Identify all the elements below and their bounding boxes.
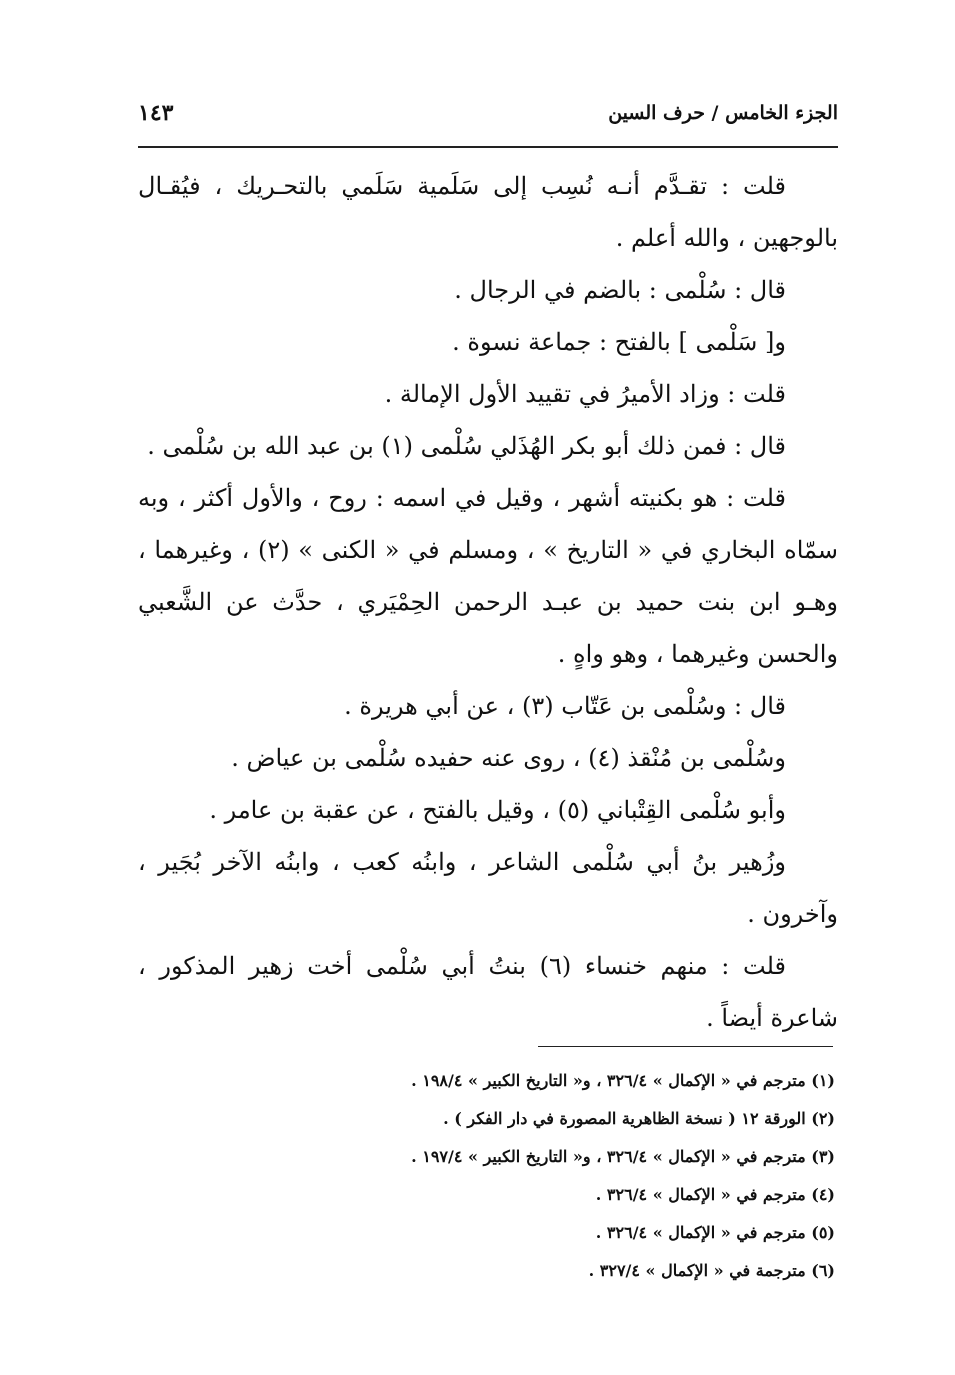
paragraph: قلت : تقـدَّم أنـه نُسِب إلى سَلَمية سَلَمي بالتحـريك ، فيُقـال بالوجهين ، والله أعلم . xyxy=(138,172,838,252)
header-rule xyxy=(138,146,838,148)
paragraph: وزُهير بنُ أبي سُلْمى الشاعر ، وابنُه كعب ، وابنُه الآخر بُجَير ، وآخرون . xyxy=(138,848,838,928)
footnote: (٦) مترجمة في « الإكمال » ٣٢٧/٤ . xyxy=(588,1261,835,1280)
paragraph: و[ سَلْمى ] بالفتح : جماعة نسوة . xyxy=(452,328,786,356)
page-number: ١٤٣ xyxy=(138,100,174,126)
paragraph: قلت : هو بكنيته أشهر ، وقيل في اسمه : روح ، والأول أكثر ، وبه سمّاه البخاري في « التاريخ » ، ومسلم في « الكنى » (٢) ، وغيرهما ، وهـو ابن بنت حميد بن عبـد الرحمن الحِمْيَري ، حدَّث عن الشَّعبي والحسن وغيرهما ، وهو واهٍ . xyxy=(138,484,838,668)
paragraph: قال : فمن ذلك أبو بكر الهُذَلي سُلْمى (١) بن عبد الله بن سُلْمى . xyxy=(147,432,786,460)
footnote-separator xyxy=(538,1046,833,1047)
paragraph: قال : وسُلْمى بن عَتّاب (٣) ، عن أبي هريرة . xyxy=(344,692,786,720)
footnote: (٤) مترجم في « الإكمال » ٣٢٦/٤ . xyxy=(595,1185,835,1204)
footnote: (١) مترجم في « الإكمال » ٣٢٦/٤ ، و« التاريخ الكبير » ١٩٨/٤ . xyxy=(411,1071,835,1090)
paragraph: قلت : منهم خنساء (٦) بنتُ أبي سُلْمى أخت زهير المذكور ، شاعرة أيضاً . xyxy=(138,952,838,1032)
footnote: (٥) مترجم في « الإكمال » ٣٢٦/٤ . xyxy=(595,1223,835,1242)
footnote: (٣) مترجم في « الإكمال » ٣٢٦/٤ ، و« التاريخ الكبير » ١٩٧/٤ . xyxy=(411,1147,835,1166)
paragraph: وسُلْمى بن مُنْقذ (٤) ، روى عنه حفيده سُلْمى بن عياض . xyxy=(231,744,786,772)
footnote: (٢) الورقة ١٢ ( نسخة الظاهرية المصورة في دار الفكر ) . xyxy=(443,1109,835,1128)
page-header xyxy=(138,100,838,140)
paragraph: قال : سُلْمى : بالضم في الرجال . xyxy=(454,276,786,304)
footnotes xyxy=(300,1062,835,1290)
running-head: الجزء الخامس / حرف السين xyxy=(608,102,838,124)
paragraph: وأبو سُلْمى القِتْباني (٥) ، وقيل بالفتح ، عن عقبة بن عامر . xyxy=(209,796,786,824)
paragraph: قلت : وزاد الأميرُ في تقييد الأول الإمالة . xyxy=(384,380,786,408)
main-text xyxy=(138,160,838,1044)
